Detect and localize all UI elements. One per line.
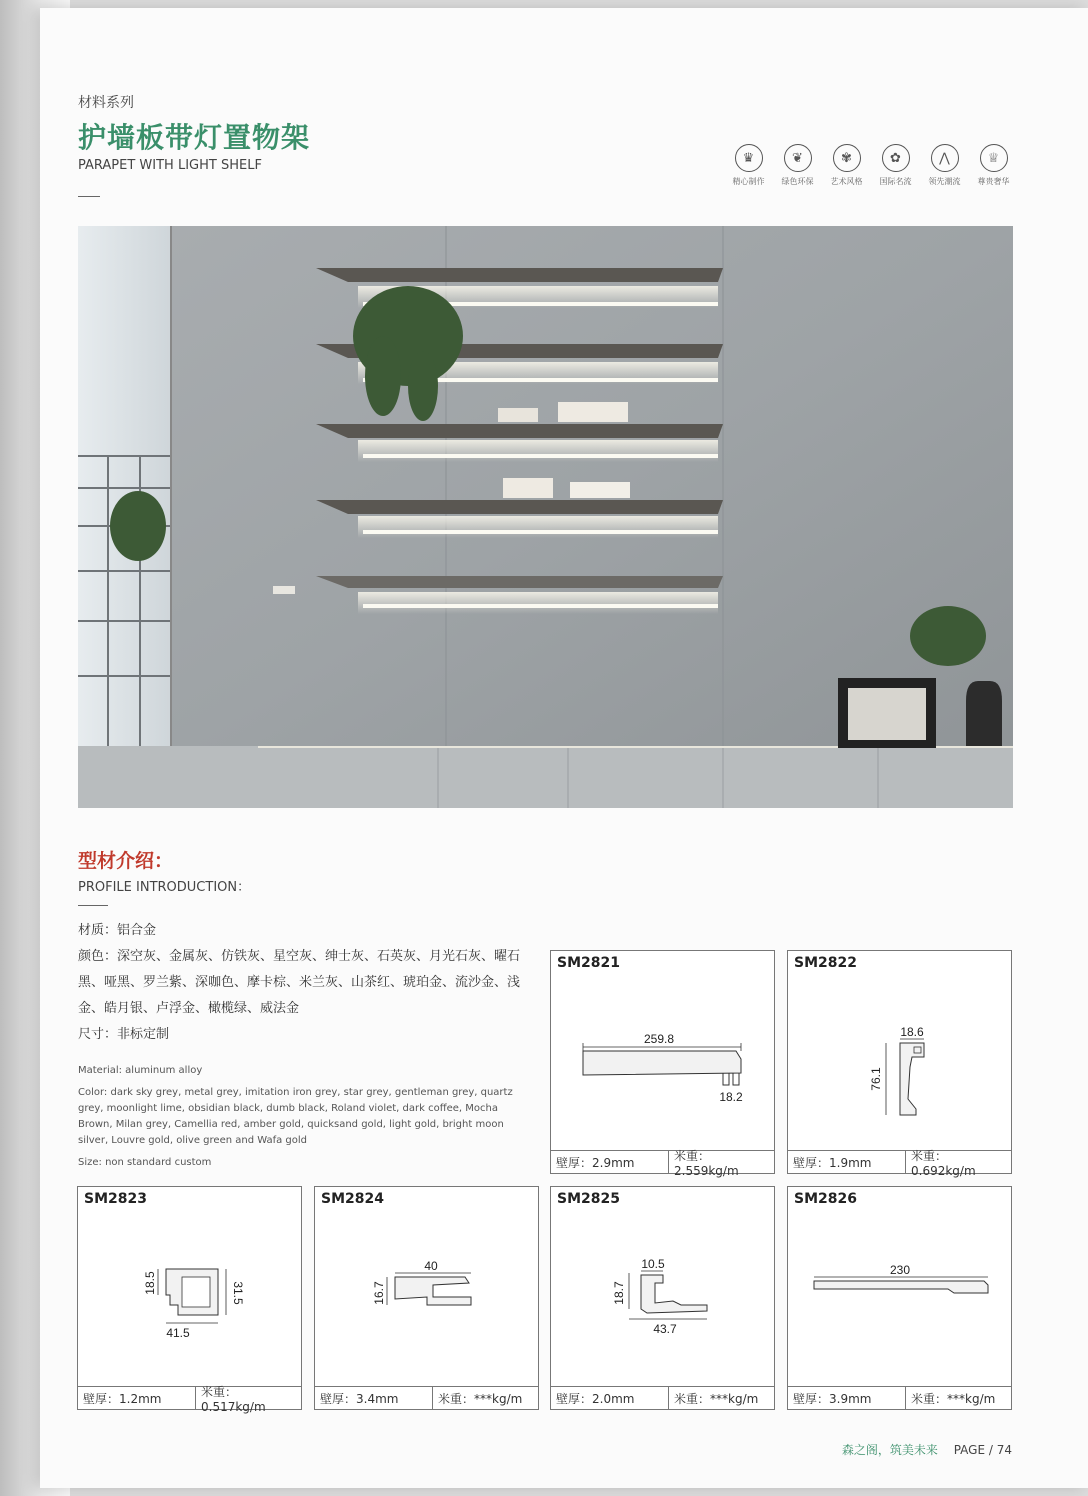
profile-drawing-sm2822 — [788, 977, 1011, 1147]
spec-footer — [315, 1386, 538, 1409]
meter-weight: 米重：***kg/m — [438, 1391, 523, 1406]
product-code: SM2823 — [84, 1191, 147, 1207]
crown-icon: ♕ — [980, 144, 1008, 172]
profile-drawing-sm2823 — [78, 1213, 301, 1383]
dim-label: 230 — [889, 1263, 911, 1277]
dim-label: 40 — [424, 1259, 438, 1273]
meter-weight: 米重：***kg/m — [674, 1391, 759, 1406]
spec-footer — [551, 1386, 774, 1409]
size-text: 尺寸：非标定制 — [78, 1027, 170, 1042]
dim-label: 41.5 — [166, 1326, 190, 1340]
spec-footer — [788, 1148, 1011, 1178]
product-card — [77, 1186, 302, 1414]
feature-label: 领先潮流 — [928, 177, 961, 186]
dim-label: 259.8 — [643, 1032, 675, 1046]
material-text: 材质：铝合金 — [78, 923, 157, 938]
profile-drawing-sm2825 — [551, 1213, 774, 1383]
feature-item — [973, 144, 1014, 187]
lotus-icon: ✾ — [833, 144, 861, 172]
wall-thickness: 壁厚：1.2mm — [78, 1387, 196, 1409]
dim-label: 16.7 — [372, 1281, 386, 1305]
wall-thickness: 壁厚：1.9mm — [788, 1151, 906, 1173]
feature-label: 尊贵奢华 — [977, 177, 1010, 186]
page-title-en: PARAPET WITH LIGHT SHELF — [78, 158, 262, 173]
dim-label: 43.7 — [653, 1322, 677, 1336]
product-card — [314, 1186, 539, 1410]
dim-label: 10.5 — [641, 1257, 665, 1271]
size-text-en: Size: non standard custom — [78, 1157, 212, 1168]
feature-label: 国际名流 — [879, 177, 912, 186]
dim-label: 18.2 — [719, 1090, 743, 1104]
dim-label: 76.1 — [869, 1067, 883, 1091]
series-label: 材料系列 — [78, 95, 134, 111]
page-number: PAGE / 74 — [953, 1443, 1012, 1457]
catalog-page — [40, 8, 1088, 1488]
colors-text-en: Color: dark sky grey, metal grey, imitation iron grey, star grey, gentleman grey, quartz grey, moonlight lime, obsidian black, dumb black, Roland violet, dark coffee, Mocha Brown, Milan grey, Camellia red, amber gold, quicksand gold, light gold, bright moon silver, Louvre gold, olive green and Wafa gold — [78, 1087, 513, 1146]
wall-thickness: 壁厚：2.0mm — [551, 1387, 669, 1409]
flower-icon: ✿ — [882, 144, 910, 172]
product-card — [787, 950, 1012, 1178]
product-code: SM2824 — [321, 1191, 384, 1207]
spec-block-en — [78, 1063, 518, 1171]
wall-thickness: 壁厚：3.9mm — [788, 1387, 906, 1409]
feature-icons — [728, 144, 1014, 187]
spec-footer — [788, 1386, 1011, 1409]
product-code: SM2825 — [557, 1191, 620, 1207]
page-footer — [842, 1441, 1012, 1458]
product-code: SM2821 — [557, 955, 620, 971]
profile-section-title: 型材介绍： — [78, 850, 174, 872]
spec-footer — [551, 1148, 774, 1178]
profile-drawing-sm2826 — [788, 1213, 1011, 1383]
product-code: SM2826 — [794, 1191, 857, 1207]
dim-label: 18.7 — [612, 1281, 626, 1305]
wall-thickness: 壁厚：3.4mm — [315, 1387, 433, 1409]
spec-footer — [78, 1384, 301, 1414]
feature-item — [777, 144, 818, 187]
dim-label: 18.5 — [143, 1271, 157, 1295]
meter-weight: 米重：0.517kg/m — [201, 1384, 266, 1414]
page-title: 护墙板带灯置物架 — [78, 121, 311, 154]
profile-drawing-sm2824 — [315, 1213, 538, 1383]
dim-label: 18.6 — [900, 1025, 924, 1039]
product-photo — [78, 226, 1013, 808]
feature-item — [924, 144, 965, 187]
feature-item — [728, 144, 769, 187]
profile-section-title-en: PROFILE INTRODUCTION： — [78, 880, 251, 895]
feature-label: 艺术风格 — [830, 177, 863, 186]
colors-text: 颜色：深空灰、金属灰、仿铁灰、星空灰、绅士灰、石英灰、月光石灰、曜石黑、哑黑、罗兰紫、深咖色、摩卡棕、米兰灰、山茶红、琥珀金、流沙金、浅金、皓月银、卢浮金、橄榄绿、威法金 — [78, 949, 521, 1016]
material-text-en: Material: aluminum alloy — [78, 1065, 203, 1076]
meter-weight: 米重：2.559kg/m — [674, 1148, 739, 1178]
meter-weight: 米重：0.692kg/m — [911, 1148, 976, 1178]
feature-item — [826, 144, 867, 187]
product-card — [550, 950, 775, 1178]
footer-slogan: 森之阁，筑美未来 — [841, 1443, 938, 1457]
spec-block-cn — [78, 918, 528, 1048]
meter-weight: 米重：***kg/m — [911, 1391, 996, 1406]
feature-item — [875, 144, 916, 187]
feature-label: 精心制作 — [732, 177, 765, 186]
trophy-icon: ♛ — [735, 144, 763, 172]
profile-drawing-sm2821 — [551, 977, 774, 1147]
dim-label: 31.5 — [231, 1281, 245, 1305]
product-card — [787, 1186, 1012, 1410]
wall-thickness: 壁厚：2.9mm — [551, 1151, 669, 1173]
hands-icon: ⋀ — [931, 144, 959, 172]
section-divider — [78, 905, 108, 906]
product-code: SM2822 — [794, 955, 857, 971]
product-card — [550, 1186, 775, 1410]
feature-label: 绿色环保 — [781, 177, 814, 186]
title-divider — [78, 196, 100, 197]
leaf-icon: ❦ — [784, 144, 812, 172]
